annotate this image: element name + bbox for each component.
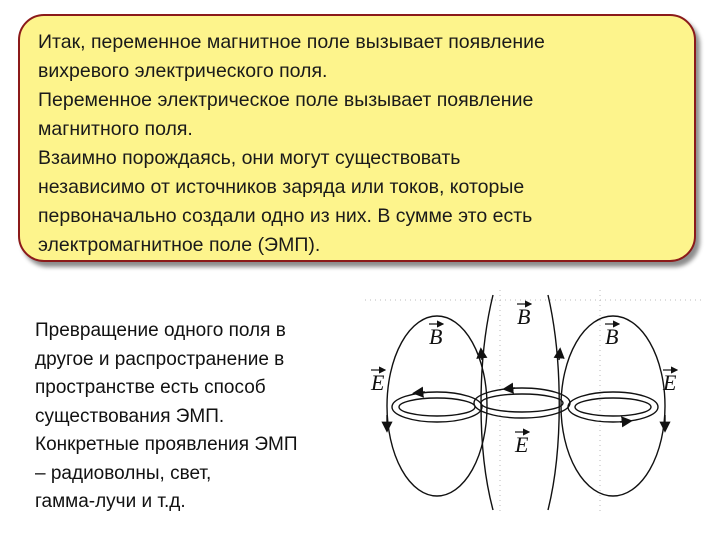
vector-label-b-right: B [605, 324, 619, 349]
vector-label-e-center: E [515, 432, 529, 457]
electric-field-ring-left [392, 392, 482, 422]
description-line: – радиоволны, свет, [35, 462, 212, 484]
callout-line: магнитного поля. [38, 118, 193, 140]
vector-label-e-right: E [663, 370, 677, 395]
vector-label-e-left: E [371, 370, 385, 395]
electric-field-ring-left-inner [399, 398, 475, 416]
callout-line: Переменное электрическое поле вызывает появление [38, 89, 534, 111]
description-line: существования ЭМП. [35, 405, 225, 427]
callout-line: электромагнитное поле (ЭМП). [38, 234, 321, 256]
callout-line: Взаимно порождаясь, они могут существовать [38, 147, 461, 169]
vector-label-b-left: B [429, 324, 443, 349]
callout-line: независимо от источников заряда или токов, которые [38, 176, 525, 198]
callout-line: вихревого электрического поля. [38, 60, 328, 82]
description-line: гамма-лучи и т.д. [35, 491, 186, 512]
callout-line: первоначально создали одно из них. В сумме это есть [38, 205, 533, 227]
magnetic-direction-arrow [559, 350, 560, 360]
electric-field-ring-center-inner [481, 394, 563, 412]
em-field-diagram [365, 290, 705, 520]
magnetic-field-line-center-right [548, 295, 559, 510]
electric-direction-arrow [505, 388, 515, 389]
emf-description-text [35, 317, 375, 517]
description-line: Превращение одного поля в [35, 320, 286, 341]
electric-field-ring-center [474, 388, 570, 418]
description-line: другое и распространение в [35, 348, 285, 370]
description-line: Конкретные проявления ЭМП [35, 434, 298, 455]
summary-callout-text [38, 28, 678, 260]
electric-field-ring-right [568, 392, 658, 422]
electric-field-ring-right-inner [575, 398, 651, 416]
vector-label-b-top: B [517, 304, 531, 329]
electric-direction-arrow [415, 392, 425, 393]
description-line: пространстве есть способ [35, 377, 266, 398]
callout-line: Итак, переменное магнитное поле вызывает появление [38, 31, 545, 53]
electric-direction-arrow [620, 421, 630, 422]
magnetic-direction-arrow [481, 350, 482, 360]
